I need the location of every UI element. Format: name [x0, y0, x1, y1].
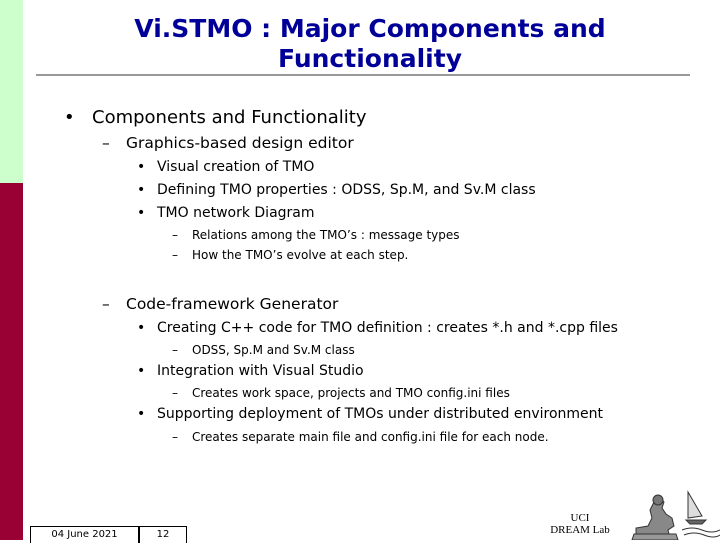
bullet-l3 — [137, 320, 618, 336]
bullet-l2 — [102, 295, 338, 313]
bullet-l3 — [137, 363, 364, 379]
bullet-l4 — [172, 248, 408, 262]
bullet-dash-icon: – — [102, 295, 110, 313]
bullet-dash-icon: – — [102, 134, 110, 152]
bullet-text: Components and Functionality — [92, 107, 367, 128]
bullet-dot-icon: • — [137, 320, 146, 336]
slide-title — [100, 14, 640, 74]
side-bar-light — [0, 0, 23, 183]
bullet-text: Integration with Visual Studio — [157, 363, 364, 379]
lab-line-1: UCI — [570, 512, 590, 524]
bullet-text: Code-framework Generator — [126, 295, 339, 313]
bullet-dot-icon: • — [64, 107, 75, 128]
title-line-2: Functionality — [278, 44, 462, 73]
bullet-text: Relations among the TMO’s : message types — [192, 228, 460, 242]
bullet-dash-icon: – — [172, 386, 178, 400]
bullet-dot-icon: • — [137, 182, 146, 198]
footer-date: 04 June 2021 — [30, 526, 139, 543]
footer-page-number: 12 — [139, 526, 187, 543]
bullet-dot-icon: • — [137, 159, 146, 175]
title-divider — [36, 74, 690, 76]
bullet-l3 — [137, 159, 314, 175]
bullet-l4 — [172, 228, 460, 242]
bullet-dash-icon: – — [172, 228, 178, 242]
bullet-dash-icon: – — [172, 430, 178, 444]
bullet-l4 — [172, 430, 549, 444]
bullet-dot-icon: • — [137, 205, 146, 221]
title-line-1: Vi.STMO : Major Components and — [134, 14, 606, 43]
bullet-text: How the TMO’s evolve at each step. — [192, 248, 409, 262]
bullet-text: TMO network Diagram — [157, 205, 315, 221]
bullet-text: Creates separate main file and config.ini file for each node. — [192, 430, 549, 444]
bullet-text: Visual creation of TMO — [157, 159, 315, 175]
thinker-logo-icon — [628, 488, 720, 540]
bullet-dash-icon: – — [172, 248, 178, 262]
bullet-l3 — [137, 205, 315, 221]
bullet-l4 — [172, 343, 355, 357]
bullet-text: Defining TMO properties : ODSS, Sp.M, and Sv.M class — [157, 182, 536, 198]
bullet-l1 — [64, 107, 367, 128]
bullet-text: Creating C++ code for TMO definition : creates *.h and *.cpp files — [157, 320, 618, 336]
lab-name — [540, 512, 620, 536]
bullet-text: ODSS, Sp.M and Sv.M class — [192, 343, 355, 357]
bullet-text: Creates work space, projects and TMO config.ini files — [192, 386, 510, 400]
bullet-l4 — [172, 386, 510, 400]
bullet-dot-icon: • — [137, 406, 146, 422]
bullet-l3 — [137, 406, 603, 422]
bullet-text: Supporting deployment of TMOs under distributed environment — [157, 406, 603, 422]
bullet-l2 — [102, 134, 354, 152]
bullet-dash-icon: – — [172, 343, 178, 357]
lab-line-2: DREAM Lab — [550, 524, 610, 536]
bullet-text: Graphics-based design editor — [126, 134, 354, 152]
side-bar-dark — [0, 183, 23, 540]
bullet-dot-icon: • — [137, 363, 146, 379]
bullet-l3 — [137, 182, 536, 198]
